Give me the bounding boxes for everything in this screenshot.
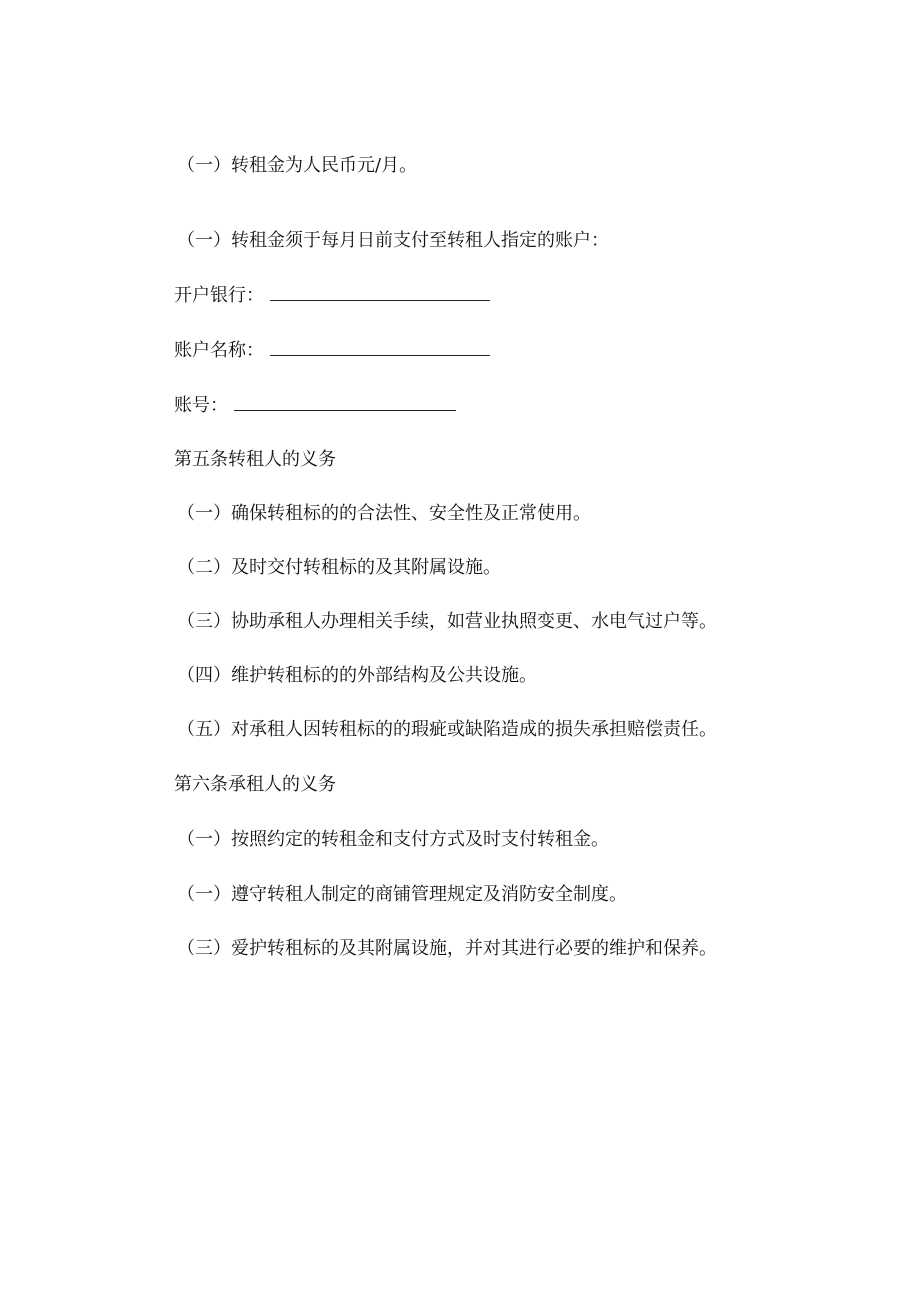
bank-field bbox=[174, 284, 490, 308]
article-5-title: 第五条转租人的义务 bbox=[174, 449, 336, 470]
rent-payment-clause: （一）转租金须于每月日前支付至转租人指定的账户： bbox=[177, 230, 609, 251]
article-6-title: 第六条承租人的义务 bbox=[174, 774, 336, 795]
article-6-item: （三）爱护转租标的及其附属设施，并对其进行必要的维护和保养。 bbox=[177, 938, 717, 959]
account-name-blank-line bbox=[270, 339, 490, 356]
article-5-item: （一）确保转租标的的合法性、安全性及正常使用。 bbox=[177, 503, 591, 524]
article-6-item: （一）遵守转租人制定的商铺管理规定及消防安全制度。 bbox=[177, 884, 627, 905]
account-number-blank-line bbox=[234, 394, 456, 411]
bank-label: 开户银行： bbox=[174, 285, 264, 306]
article-6-item: （一）按照约定的转租金和支付方式及时支付转租金。 bbox=[177, 829, 609, 850]
account-name-field bbox=[174, 339, 490, 363]
article-5-item: （四）维护转租标的的外部结构及公共设施。 bbox=[177, 665, 537, 686]
account-name-label: 账户名称： bbox=[174, 340, 264, 361]
article-5-item: （三）协助承租人办理相关手续，如营业执照变更、水电气过户等。 bbox=[177, 611, 717, 632]
account-number-field bbox=[174, 394, 456, 418]
rent-amount-clause: （一）转租金为人民币元/月。 bbox=[177, 155, 418, 176]
bank-blank-line bbox=[270, 284, 490, 301]
account-number-label: 账号： bbox=[174, 395, 228, 416]
article-5-item: （二）及时交付转租标的及其附属设施。 bbox=[177, 557, 501, 578]
article-5-item: （五）对承租人因转租标的的瑕疵或缺陷造成的损失承担赔偿责任。 bbox=[177, 719, 717, 740]
